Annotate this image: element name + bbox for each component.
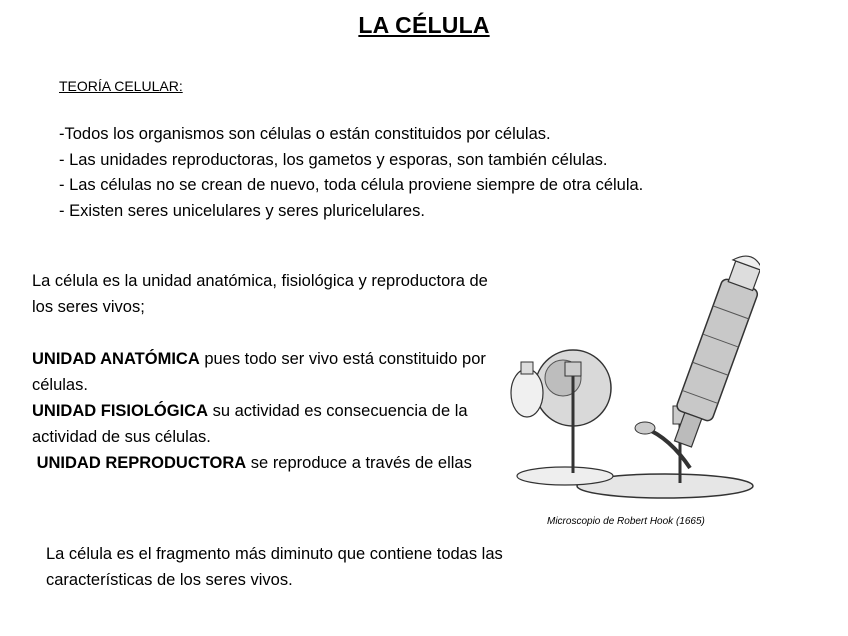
unit-text: pues todo ser vivo está constituido por células. — [32, 350, 486, 394]
closing-text: La célula es el fragmento más diminuto que contiene todas las características de los seres vivos. — [46, 545, 503, 589]
theory-item: -Todos los organismos son células o están constituidos por células. — [59, 125, 551, 143]
figure-caption: Microscopio de Robert Hook (1665) — [547, 516, 705, 527]
theory-item: - Las unidades reproductoras, los gametos y esporas, son también células. — [59, 150, 608, 169]
page-title: LA CÉLULA — [358, 12, 490, 38]
unit-anatomica — [32, 346, 502, 398]
unit-term: UNIDAD FISIOLÓGICA — [32, 402, 208, 420]
unit-term: UNIDAD REPRODUCTORA — [32, 454, 247, 472]
section-heading: TEORÍA CELULAR: — [59, 78, 183, 94]
theory-list — [59, 122, 643, 224]
unit-text: su actividad es consecuencia de la actividad de sus células. — [32, 402, 468, 446]
theory-item: - Las células no se crean de nuevo, toda célula proviene siempre de otra célula. — [59, 176, 644, 194]
unit-term: UNIDAD ANATÓMICA — [32, 350, 200, 368]
unit-fisiologica — [32, 398, 502, 450]
intro-text: La célula es la unidad anatómica, fisiológica y reproductora de los seres vivos; — [32, 272, 488, 316]
definition-block — [32, 268, 502, 476]
unit-text: se reproduce a través de ellas — [246, 454, 472, 472]
theory-item: - Existen seres unicelulares y seres pluricelulares. — [59, 201, 425, 220]
microscope-icon — [505, 238, 760, 503]
unit-reproductora — [32, 450, 502, 476]
